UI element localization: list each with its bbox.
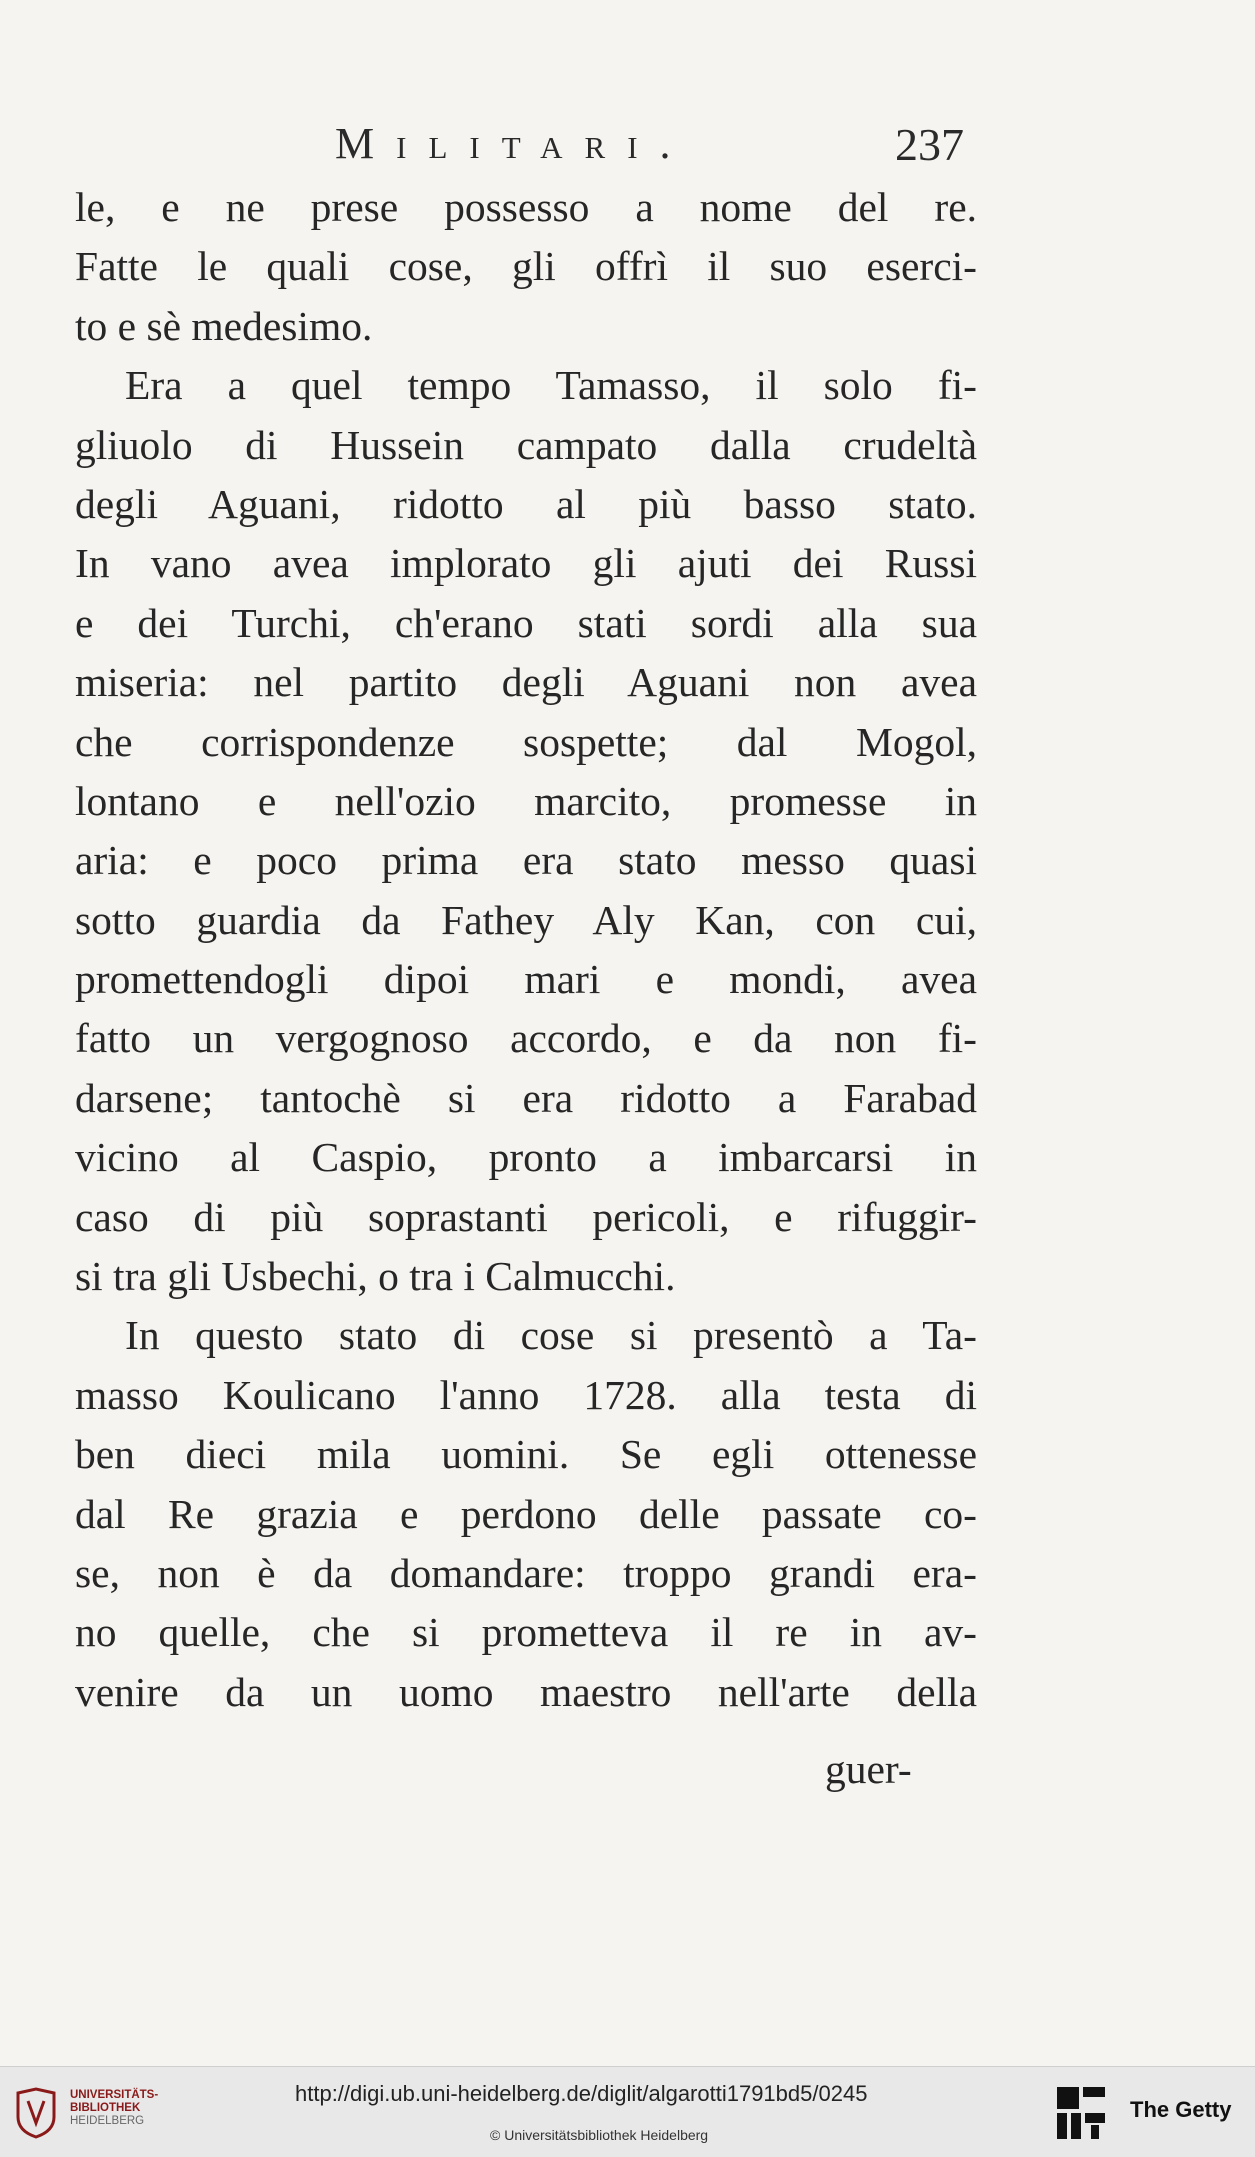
text-line: darsene; tantochè si era ridotto a Farabad <box>75 1074 977 1121</box>
text-line: In vano avea implorato gli ajuti dei Russi <box>75 540 977 587</box>
running-head: Militari. <box>335 119 693 168</box>
text-line: gliuolo di Hussein campato dalla crudeltà <box>75 421 977 468</box>
text-line: masso Koulicano l'anno 1728. alla testa di <box>75 1371 977 1418</box>
text-line: degli Aguani, ridotto al più basso stato. <box>75 480 977 527</box>
library-name-line3: HEIDELBERG <box>70 2115 145 2127</box>
text-line: che corrispondenze sospette; dal Mogol, <box>75 718 977 765</box>
library-name <box>70 2089 158 2128</box>
text-line: to e sè medesimo. <box>75 302 373 349</box>
text-line: fatto un vergognoso accordo, e da non fi- <box>75 1015 977 1062</box>
text-line: si tra gli Usbechi, o tra i Calmucchi. <box>75 1253 676 1300</box>
library-name-line2: BIBLIOTHEK <box>70 2102 141 2114</box>
text-line: sotto guardia da Fathey Aly Kan, con cui, <box>75 896 977 943</box>
body-text <box>75 178 977 1722</box>
partner-name: The Getty <box>1130 2097 1232 2122</box>
text-line: caso di più soprastanti pericoli, e rifuggir- <box>75 1193 977 1240</box>
text-line: Era a quel tempo Tamasso, il solo fi- <box>125 362 977 409</box>
university-seal-icon <box>14 2087 58 2139</box>
text-line: le, e ne prese possesso a nome del re. <box>75 184 977 230</box>
text-line: dal Re grazia e perdono delle passate co- <box>75 1490 977 1537</box>
text-line: lontano e nell'ozio marcito, promesse in <box>75 777 977 824</box>
viewer-footer <box>0 2066 1255 2157</box>
copyright-notice: © Universitätsbibliothek Heidelberg <box>490 2127 709 2143</box>
text-line: ben dieci mila uomini. Se egli ottenesse <box>75 1431 977 1478</box>
permalink-url[interactable]: http://digi.ub.uni-heidelberg.de/diglit/algarotti1791bd5/0245 <box>295 2081 868 2106</box>
catchword: guer- <box>825 1746 912 1792</box>
page-number: 237 <box>895 119 964 170</box>
text-line: venire da un uomo maestro nell'arte della <box>75 1668 977 1715</box>
text-line: promettendogli dipoi mari e mondi, avea <box>75 956 977 1003</box>
text-line: aria: e poco prima era stato messo quasi <box>75 837 977 884</box>
text-line: e dei Turchi, ch'erano stati sordi alla sua <box>75 599 977 646</box>
text-line: vicino al Caspio, pronto a imbarcarsi in <box>75 1134 977 1181</box>
getty-logo-icon <box>1055 2085 1107 2141</box>
text-line: miseria: nel partito degli Aguani non avea <box>75 659 977 706</box>
text-line: Fatte le quali cose, gli offrì il suo eserci- <box>75 243 977 290</box>
text-line: se, non è da domandare: troppo grandi era- <box>75 1549 977 1596</box>
text-line: no quelle, che si prometteva il re in av- <box>75 1609 977 1656</box>
text-line: In questo stato di cose si presentò a Ta- <box>125 1312 977 1359</box>
library-name-line1: UNIVERSITÄTS- <box>70 2089 159 2101</box>
